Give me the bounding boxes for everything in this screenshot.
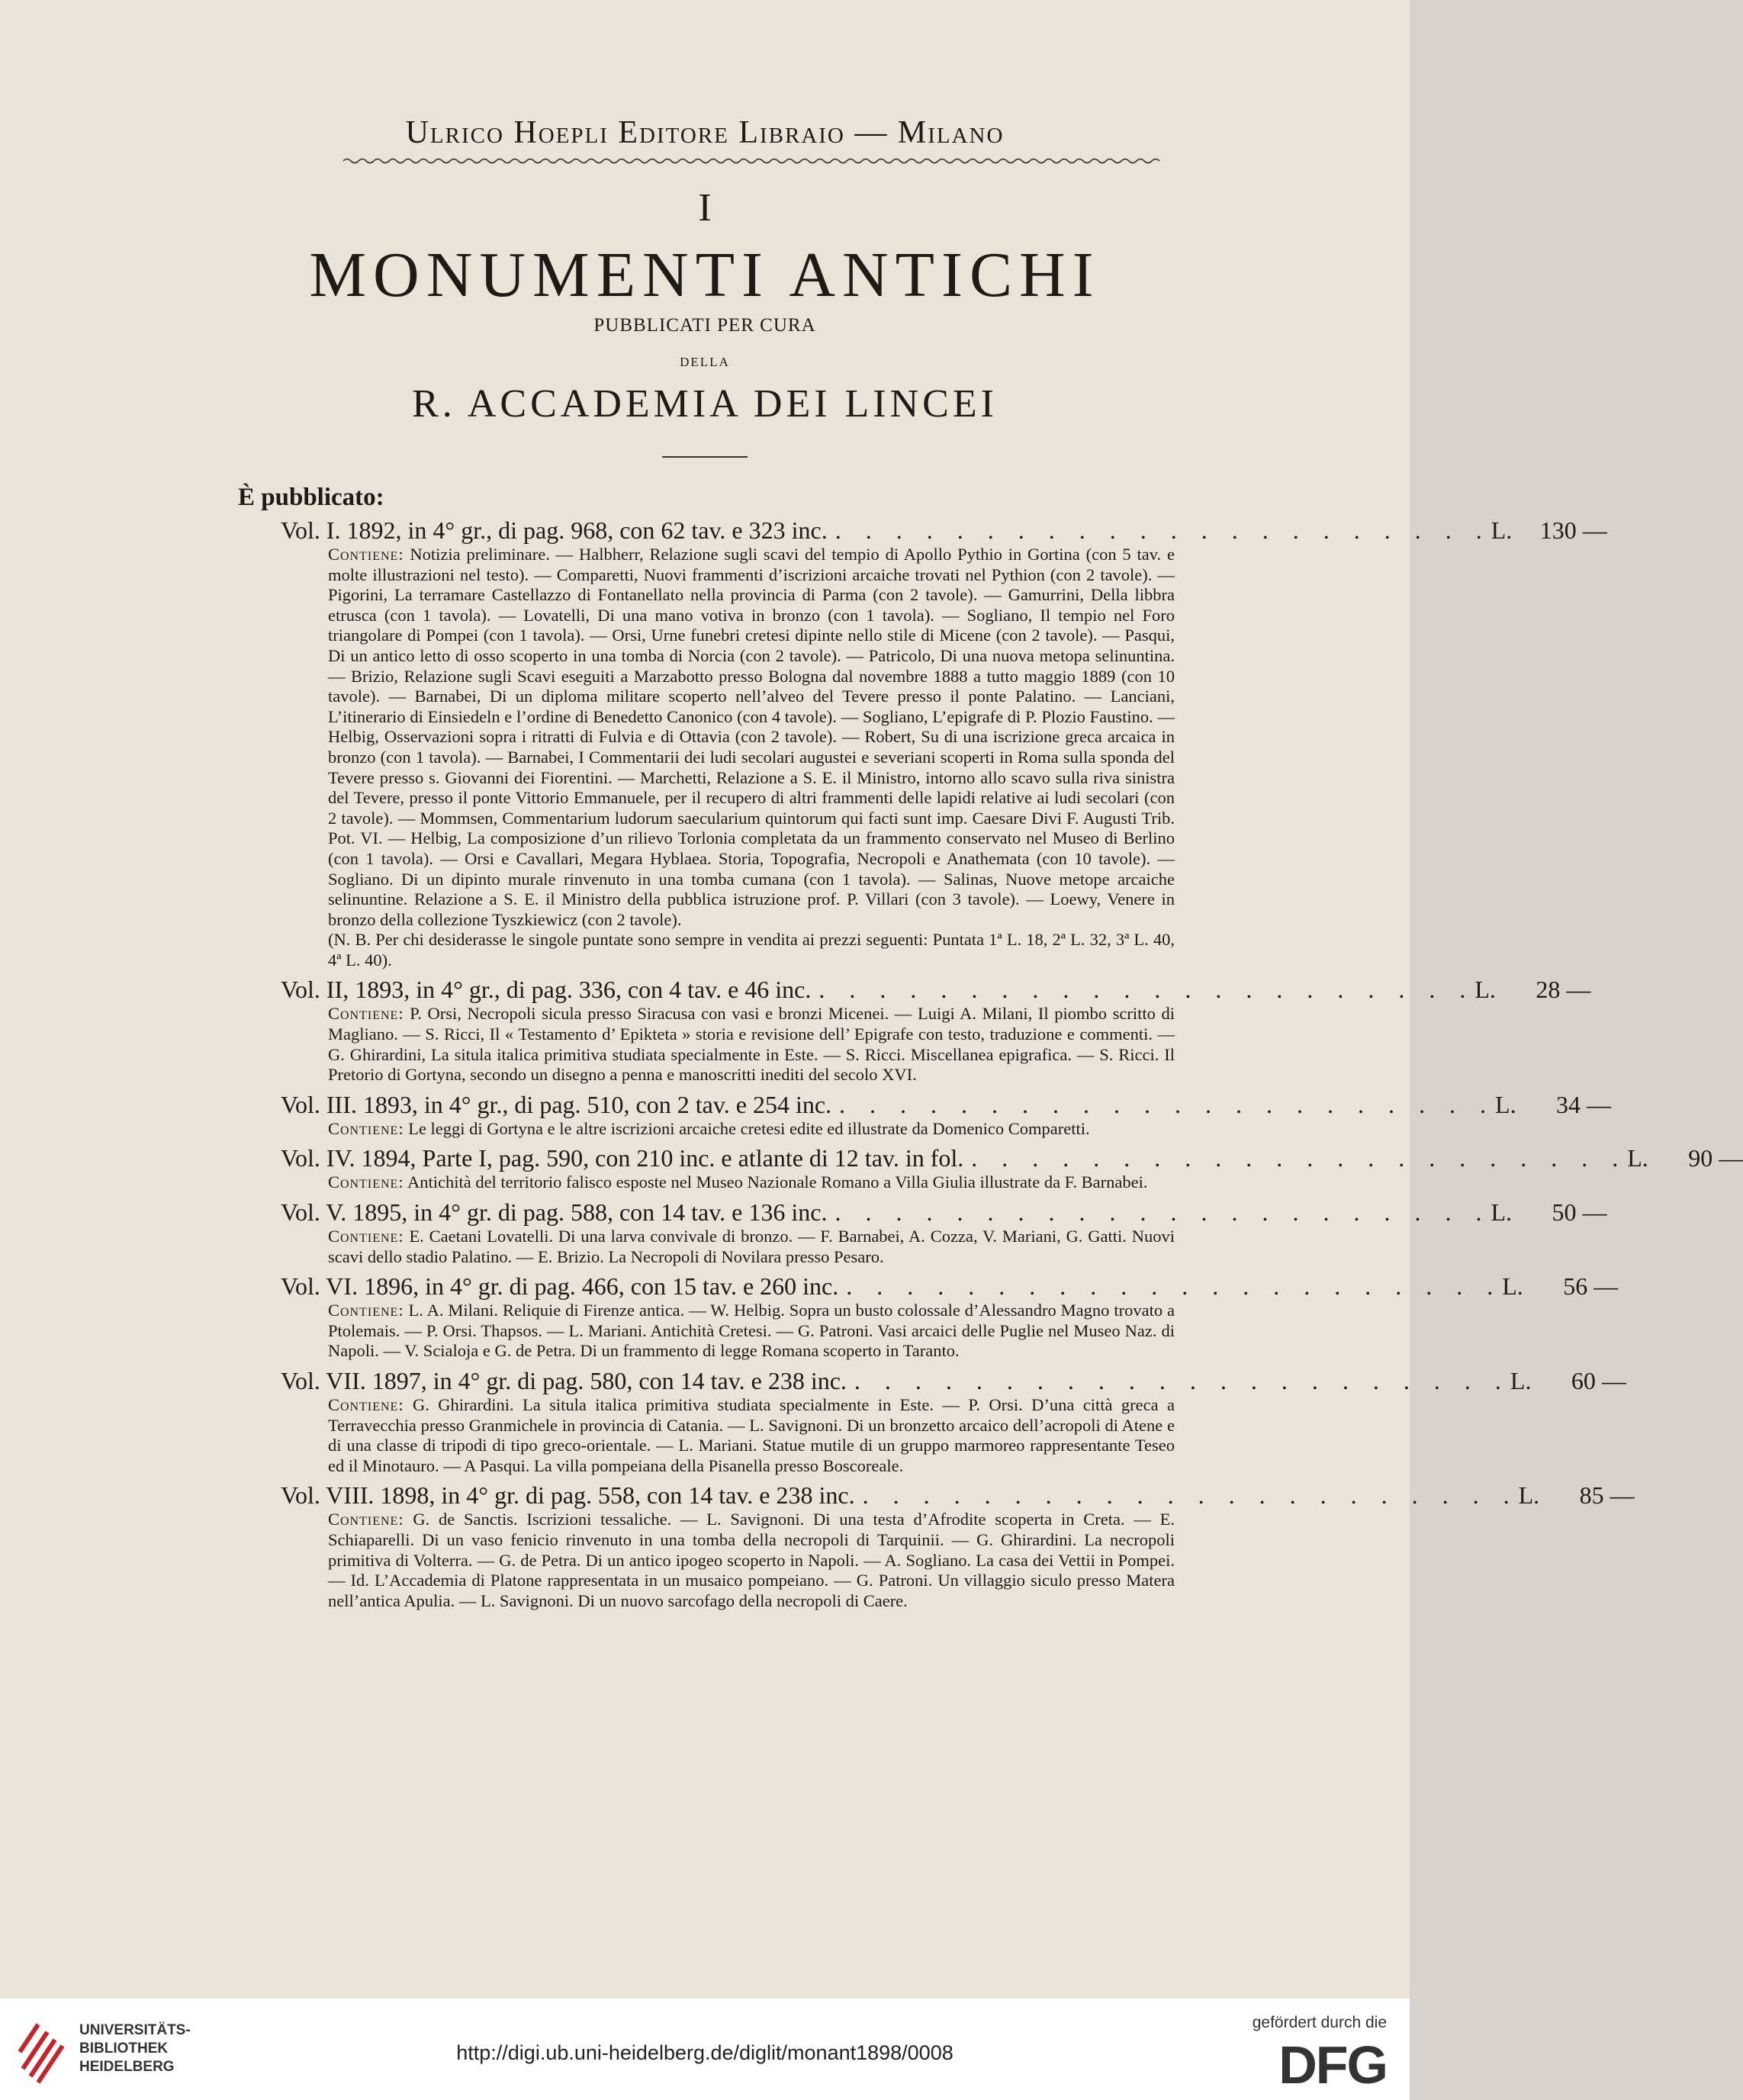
divider bbox=[662, 456, 748, 458]
volume-line bbox=[281, 975, 1591, 1004]
leader-dots: . . . . . . . . . . . . . . . . . . . . . . bbox=[818, 976, 1475, 1004]
contents-text: Antichità del territorio falisco esposte nel Museo Nazionale Romano a Villa Giulia illustrate da F. Barnabei. bbox=[407, 1172, 1148, 1192]
volume-price: 85 — bbox=[1579, 1481, 1635, 1510]
funding-caption: gefördert durch die bbox=[1252, 2014, 1387, 2031]
volume-contents bbox=[328, 1119, 1175, 1140]
volume-line bbox=[281, 1366, 1626, 1395]
contents-text: G. Ghirardini. La situla italica primitiva studiata specialmente in Este. — P. Orsi. D’una città greca a Terravecchia presso Granmichele in provincia di Catania. — L. Savignoni. Di un bronzetto arcaico dell’acropoli di Atene e di una classe di tripodi di tipo greco-orientale. — L. Mariani. Statue mutile di un gruppo marmoreo rappresentante Teseo ed il Minotauro. — A Pasqui. La villa pompeiana della Pisanella presso Boscoreale. bbox=[328, 1395, 1175, 1475]
volume-line bbox=[281, 1198, 1607, 1227]
volume-currency: L. bbox=[1510, 1367, 1532, 1394]
volume-contents bbox=[328, 1227, 1175, 1267]
volume-description: Vol. II, 1893, in 4° gr., di pag. 336, con 4 tav. e 46 inc. bbox=[281, 976, 812, 1004]
contents-label: Contiene: bbox=[328, 1118, 404, 1138]
volume-entry bbox=[281, 975, 1591, 1085]
leader-dots: . . . . . . . . . . . . . . . . . . . . . . bbox=[835, 1198, 1491, 1227]
subtitle-line-1: PUBBLICATI PER CURA bbox=[593, 315, 816, 336]
volume-description: Vol. VII. 1897, in 4° gr. di pag. 580, con 14 tav. e 238 inc. bbox=[281, 1367, 847, 1394]
volume-description: Vol. VIII. 1898, in 4° gr. di pag. 558, con 14 tav. e 238 inc. bbox=[281, 1481, 855, 1510]
library-line-3: HEIDELBERG bbox=[79, 2059, 175, 2075]
contents-text: Le leggi di Gortyna e le altre iscrizioni arcaiche cretesi edite ed illustrate da Domenico Comparetti. bbox=[408, 1118, 1090, 1138]
contents-label: Contiene: bbox=[328, 1510, 404, 1529]
volume-entry bbox=[281, 1198, 1607, 1267]
contents-text: Notizia preliminare. — Halbherr, Relazione sugli scavi del tempio di Apollo Pythio in Gortina (con 5 tav. e molte illustrazioni nel testo). — Comparetti, Nuovi frammenti d’iscrizioni arcaiche trovati nel Pythion (con 2 tavole). — Pigorini, La terramare Castellazzo di Fontanellato nella provincia di Parma (con 2 tavole). — Gamurrini, Della libbra etrusca (con 1 tavola). — Lovatelli, Di una mano votiva in bronzo (con 1 tavola). — Sogliano, Il tempio nel Foro triangolare di Pompei (con 1 tavola). — Orsi, Urne funebri cretesi dipinte nello stile di Micene (con 2 tavole). — Pasqui, Di un antico letto di osso scoperto in una tomba di Norcia (con 2 tavole). — Patricolo, Di una nuova metopa selinuntina. — Brizio, Relazione sugli Scavi eseguiti a Marzabotto presso Bologna dal novembre 1888 a tutto maggio 1889 (con 10 tavole). — Barnabei, Di un diploma militare scoperto nell’alveo del Tevere presso il ponte Palatino. — Lanciani, L’itinerario di Einsiedeln e l’ordine di Benedetto Canonico (con 4 tavole). — Sogliano, L’epigrafe di P. Plozio Faustino. — Helbig, Osservazioni sopra i ritratti di Fulvia e di Ottavia (con 2 tavole). — Robert, Su di una iscrizione greca arcaica in bronzo (con 1 tavola). — Barnabei, I Commentarii dei ludi secolari augustei e severiani scoperti in Roma sulla sponda del Tevere presso s. Giovanni dei Fiorentini. — Marchetti, Relazione a S. E. il Ministro, intorno allo scavo sulla riva sinistra del Tevere, presso il ponte Vittorio Emmanuele, per il recupero di altri frammenti delle lapidi relative ai ludi secolari (con 2 tavole). — Mommsen, Commentarium ludorum saecularium quintorum qui facti sunt imp. Caesare Divi F. Augusti Trib. Pot. VI. — Helbig, La composizione d’un rilievo Torlonia completata da un frammento conservato nel Museo di Berlino (con 1 tavola). — Orsi e Cavallari, Megara Hyblaea. Storia, Topografia, Necropoli e Anathemata (con 10 tavole). — Sogliano. Di un dipinto murale rinvenuto in una tomba cumana (con 1 tavola). — Salinas, Nuove metope arcaiche selinuntine. Relazione a S. E. il Ministro della pubblica istruzione prof. P. Villari (con 3 tavole). — Loewy, Venere in bronzo della collezione Tyszkiewicz (con 2 tavole). bbox=[328, 545, 1175, 929]
volume-line bbox=[281, 516, 1607, 545]
volume-line bbox=[281, 1272, 1619, 1301]
volume-description: Vol. VI. 1896, in 4° gr. di pag. 466, con 15 tav. e 260 inc. bbox=[281, 1272, 839, 1301]
volume-contents bbox=[328, 1510, 1175, 1611]
volume-entry bbox=[281, 1143, 1743, 1193]
contents-label: Contiene: bbox=[328, 1172, 404, 1192]
volume-currency: L. bbox=[1491, 516, 1513, 544]
contents-label: Contiene: bbox=[328, 1301, 404, 1320]
contents-text: L. A. Milani. Reliquie di Firenze antica. — W. Helbig. Sopra un busto colossale d’Alessandro Magno trovato a Ptolemais. — P. Orsi. Thapsos. — L. Mariani. Antichità Cretesi. — G. Patroni. Vasi arcaici delle Puglie nel Museo Naz. di Napoli. — V. Scialoja e G. de Petra. Di un frammento di legge Romana scoperto in Taranto. bbox=[328, 1301, 1175, 1361]
leader-dots: . . . . . . . . . . . . . . . . . . . . . . bbox=[839, 1090, 1496, 1118]
volume-contents bbox=[328, 1301, 1175, 1362]
volume-price: 28 — bbox=[1536, 976, 1591, 1004]
volume-price: 90 — bbox=[1688, 1144, 1743, 1172]
volume-currency: L. bbox=[1474, 976, 1496, 1004]
volume-price: 56 — bbox=[1563, 1272, 1619, 1301]
volume-currency: L. bbox=[1491, 1198, 1513, 1227]
volume-description: Vol. I. 1892, in 4° gr., di pag. 968, con 62 tav. e 323 inc. bbox=[281, 516, 828, 544]
leader-dots: . . . . . . . . . . . . . . . . . . . . . . bbox=[846, 1272, 1503, 1301]
contents-label: Contiene: bbox=[328, 545, 404, 564]
volume-price: 60 — bbox=[1571, 1367, 1626, 1394]
volume-entry bbox=[281, 1090, 1612, 1140]
volume-line bbox=[281, 1090, 1612, 1119]
volume-price: 130 — bbox=[1539, 516, 1607, 544]
volume-description: Vol. V. 1895, in 4° gr. di pag. 588, con 14 tav. e 136 inc. bbox=[281, 1198, 828, 1227]
contents-label: Contiene: bbox=[328, 1227, 404, 1246]
volume-price: 34 — bbox=[1556, 1090, 1612, 1118]
volume-contents bbox=[328, 1172, 1175, 1193]
volume-currency: L. bbox=[1627, 1144, 1648, 1172]
published-heading: È pubblicato: bbox=[238, 484, 384, 511]
library-line-2: BIBLIOTHEK bbox=[79, 2041, 169, 2057]
library-line-1: UNIVERSITÄTS- bbox=[79, 2022, 191, 2038]
leader-dots: . . . . . . . . . . . . . . . . . . . . . . bbox=[862, 1481, 1519, 1510]
contents-text: P. Orsi, Necropoli sicula presso Siracusa con vasi e bronzi Micenei. — Luigi A. Milani, Il piombo scritto di Magliano. — S. Ricci, Il « Testamento d’ Epikteta » storia e revisione dell’ Epigrafe con testo, traduzione e commenti. — G. Ghirardini, La situla italica primitiva studiata specialmente in Este. — S. Ricci. Miscellanea epigrafica. — S. Ricci. Il Pretorio di Gortyna, secondo un disegno a penna e manoscritti inediti del secolo XVI. bbox=[328, 1004, 1175, 1085]
volume-contents bbox=[328, 545, 1175, 930]
contents-text: E. Caetani Lovatelli. Di una larva convivale di bronzo. — F. Barnabei, A. Cozza, V. Mariani, G. Gatti. Nuovi scavi dello stadio Palatino. — E. Brizio. La Necropoli di Novilara presso Pesaro. bbox=[328, 1227, 1175, 1266]
page-title: MONUMENTI ANTICHI bbox=[309, 240, 1101, 310]
volume-line bbox=[281, 1481, 1635, 1510]
volume-price: 50 — bbox=[1552, 1198, 1607, 1227]
academy-name: R. ACCADEMIA DEI LINCEI bbox=[412, 382, 998, 426]
publisher-line: Ulrico Hoepli Editore Libraio — Milano bbox=[405, 115, 1005, 150]
permalink-url[interactable]: http://digi.ub.uni-heidelberg.de/diglit/monant1898/0008 bbox=[456, 2041, 954, 2064]
contents-text: G. de Sanctis. Iscrizioni tessaliche. — L. Savignoni. Di una testa d’Afrodite scoperta in Creta. — E. Schiaparelli. Di un vaso fenicio rinvenuto in una tomba della necropoli di Tarquinii. — G. Ghirardini. La necropoli primitiva di Volterra. — G. de Petra. Di un antico ipogeo scoperto in Napoli. — A. Sogliano. La casa dei Vettii in Pompei. — Id. L’Accademia di Platone rappresentata in un musaico pompeiano. — G. Patroni. Un villaggio siculo presso Matera nell’antica Apulia. — L. Savignoni. Di un nuovo sarcofago della necropoli di Caere. bbox=[328, 1510, 1175, 1610]
volume-list bbox=[281, 516, 1743, 1616]
volume-entry bbox=[281, 516, 1607, 970]
dfg-logo: DFG bbox=[1278, 2035, 1387, 2095]
volume-contents bbox=[328, 1395, 1175, 1476]
contents-label: Contiene: bbox=[328, 1395, 404, 1414]
subtitle-line-2: DELLA bbox=[680, 355, 730, 369]
footer-bar bbox=[0, 1999, 1410, 2100]
wavy-rule bbox=[343, 156, 1159, 166]
volume-currency: L. bbox=[1502, 1272, 1523, 1301]
volume-entry bbox=[281, 1366, 1626, 1476]
leader-dots: . . . . . . . . . . . . . . . . . . . . . . bbox=[854, 1367, 1510, 1394]
leader-dots: . . . . . . . . . . . . . . . . . . . . . . bbox=[835, 516, 1491, 544]
volume-entry bbox=[281, 1272, 1619, 1362]
volume-line bbox=[281, 1143, 1743, 1172]
volume-currency: L. bbox=[1518, 1481, 1540, 1510]
volume-contents bbox=[328, 1004, 1175, 1085]
section-number: I bbox=[698, 186, 712, 230]
volume-note: (N. B. Per chi desiderasse le singole puntate sono sempre in vendita ai prezzi seguenti: Puntata 1ª L. 18, 2ª L. 32, 3ª L. 40, 4ª L. 40). bbox=[328, 930, 1175, 970]
leader-dots: . . . . . . . . . . . . . . . . . . . . . . bbox=[971, 1144, 1628, 1172]
volume-entry bbox=[281, 1481, 1635, 1611]
contents-label: Contiene: bbox=[328, 1004, 404, 1024]
volume-description: Vol. III. 1893, in 4° gr., di pag. 510, con 2 tav. e 254 inc. bbox=[281, 1090, 832, 1118]
volume-description: Vol. IV. 1894, Parte I, pag. 590, con 210 inc. e atlante di 12 tav. in fol. bbox=[281, 1144, 964, 1172]
volume-currency: L. bbox=[1495, 1090, 1516, 1118]
